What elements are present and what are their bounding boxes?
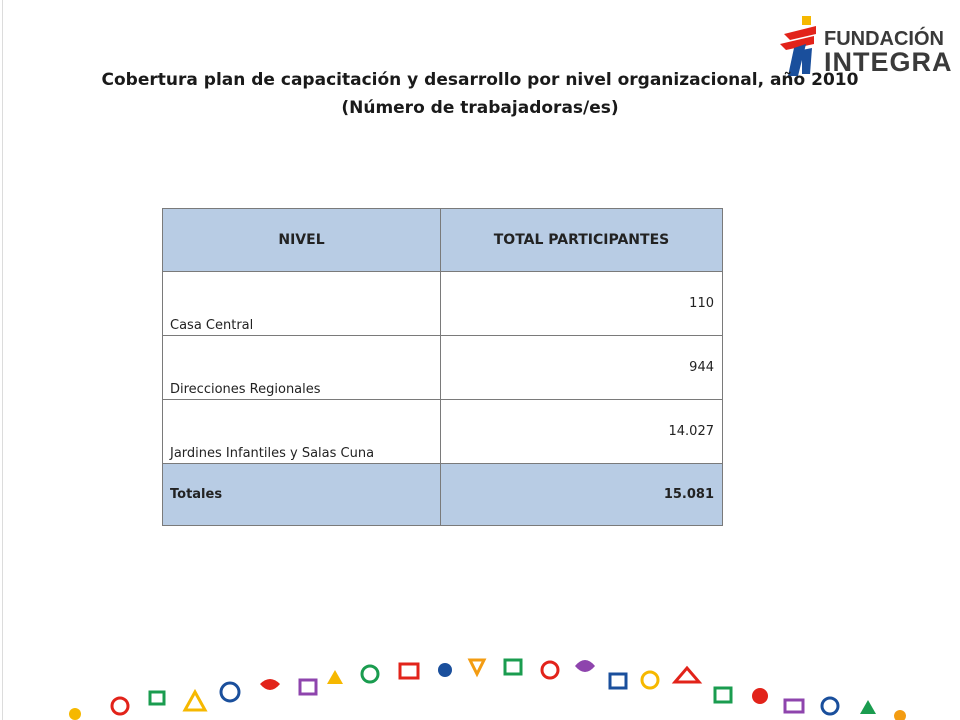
table-totals-row	[163, 464, 723, 526]
cell-total: 110	[441, 272, 723, 336]
header-nivel: NIVEL	[163, 209, 441, 272]
table-row	[163, 336, 723, 400]
cell-nivel: Direcciones Regionales	[163, 336, 441, 400]
slide-left-border	[2, 0, 3, 720]
cell-total: 14.027	[441, 400, 723, 464]
table-row	[163, 272, 723, 336]
cell-nivel: Jardines Infantiles y Salas Cuna	[163, 400, 441, 464]
cell-nivel: Casa Central	[163, 272, 441, 336]
header-total-participantes: TOTAL PARTICIPANTES	[441, 209, 723, 272]
logo-text-fundacion: FUNDACIÓN	[824, 28, 944, 50]
table-row	[163, 400, 723, 464]
title-line-1: Cobertura plan de capacitación y desarrollo por nivel organizacional, año 2010	[101, 70, 859, 90]
logo-text-integra: INTEGRA	[824, 47, 953, 77]
title-line-2: (Número de trabajadoras/es)	[341, 98, 619, 118]
decorative-doodle-border	[0, 640, 960, 720]
totals-value: 15.081	[441, 464, 723, 526]
doodle-icons	[40, 660, 930, 720]
page-title	[60, 66, 900, 122]
table-header-row	[163, 209, 723, 272]
totals-label: Totales	[163, 464, 441, 526]
coverage-table	[162, 208, 723, 526]
cell-total: 944	[441, 336, 723, 400]
